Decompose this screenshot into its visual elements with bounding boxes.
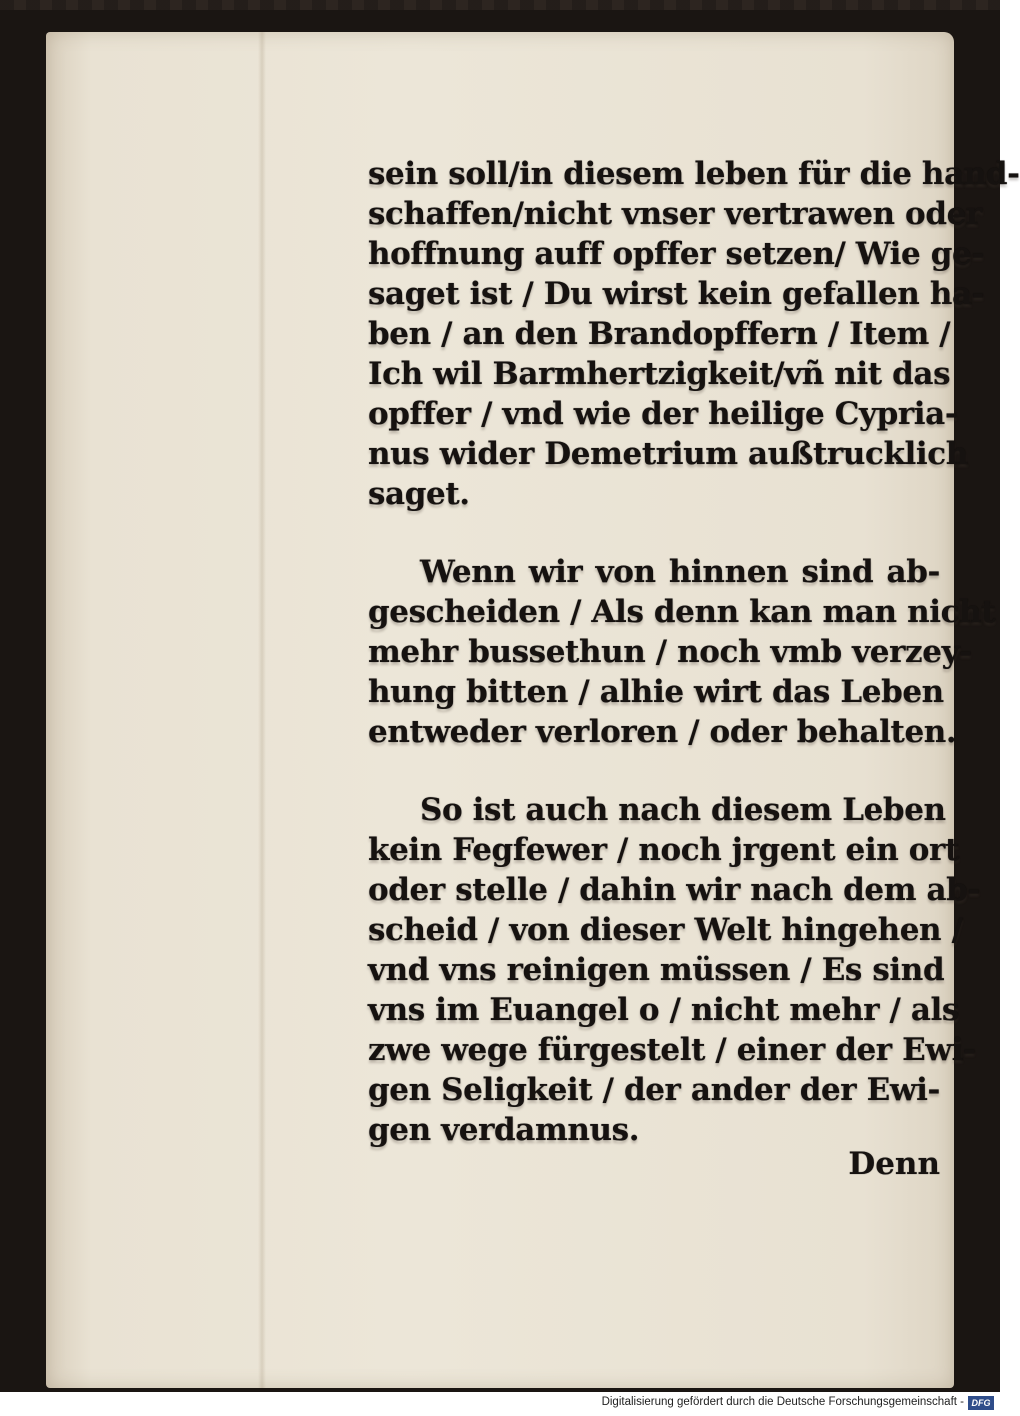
text-line: hoffnung auff opffer setzen/ Wie ge- bbox=[368, 236, 984, 272]
page-text bbox=[368, 154, 1020, 1150]
text-line: Ich wil Barmhertzigkeit/vñ nit das bbox=[368, 356, 951, 392]
text-line: mehr bussethun / noch vmb verzey- bbox=[368, 634, 972, 670]
paragraph-3 bbox=[368, 790, 980, 1150]
text-line: So ist auch nach diesem Leben bbox=[420, 792, 946, 828]
funding-credit: Digitalisierung gefördert durch die Deutsche Forschungsgemeinschaft - bbox=[601, 1396, 964, 1408]
paragraph-gap bbox=[368, 752, 940, 790]
dfg-logo: DFG bbox=[968, 1396, 994, 1410]
text-line: gen verdamnus. bbox=[368, 1112, 640, 1148]
text-line: oder stelle / dahin wir nach dem ab- bbox=[368, 872, 980, 908]
text-line: gescheiden / Als denn kan man nicht bbox=[368, 594, 996, 630]
text-line: hung bitten / alhie wirt das Leben bbox=[368, 674, 944, 710]
book-page bbox=[46, 32, 1020, 1388]
text-line: ben / an den Brandopffern / Item / bbox=[368, 316, 951, 352]
text-line: entweder verloren / oder behalten. bbox=[368, 714, 957, 750]
text-line: schaffen/nicht vnser vertrawen oder bbox=[368, 196, 982, 232]
text-line: opffer / vnd wie der heilige Cypria- bbox=[368, 396, 958, 432]
text-line: nus wider Demetrium außtrucklich bbox=[368, 436, 968, 472]
text-line: saget ist / Du wirst kein gefallen ha- bbox=[368, 276, 985, 312]
digitization-footer bbox=[0, 1392, 1000, 1416]
paragraph-gap bbox=[368, 514, 940, 552]
text-line: saget. bbox=[368, 476, 470, 512]
paragraph-1 bbox=[368, 154, 1020, 514]
catchword: Denn bbox=[848, 1146, 940, 1182]
text-line: sein soll/in diesem leben für die hand- bbox=[368, 156, 1020, 192]
text-line: scheid / von dieser Welt hingehen / bbox=[368, 912, 963, 948]
text-line: zwe wege fürgestelt / einer der Ewi- bbox=[368, 1032, 976, 1068]
text-line: vns im Euangel o / nicht mehr / als bbox=[368, 992, 959, 1028]
text-line: gen Seligkeit / der ander der Ewi- bbox=[368, 1072, 940, 1108]
text-line: vnd vns reinigen müssen / Es sind bbox=[368, 952, 945, 988]
text-line: Wenn wir von hinnen sind ab- bbox=[420, 554, 940, 590]
text-line: kein Fegfewer / noch jrgent ein ort bbox=[368, 832, 959, 868]
paragraph-2 bbox=[368, 552, 996, 752]
